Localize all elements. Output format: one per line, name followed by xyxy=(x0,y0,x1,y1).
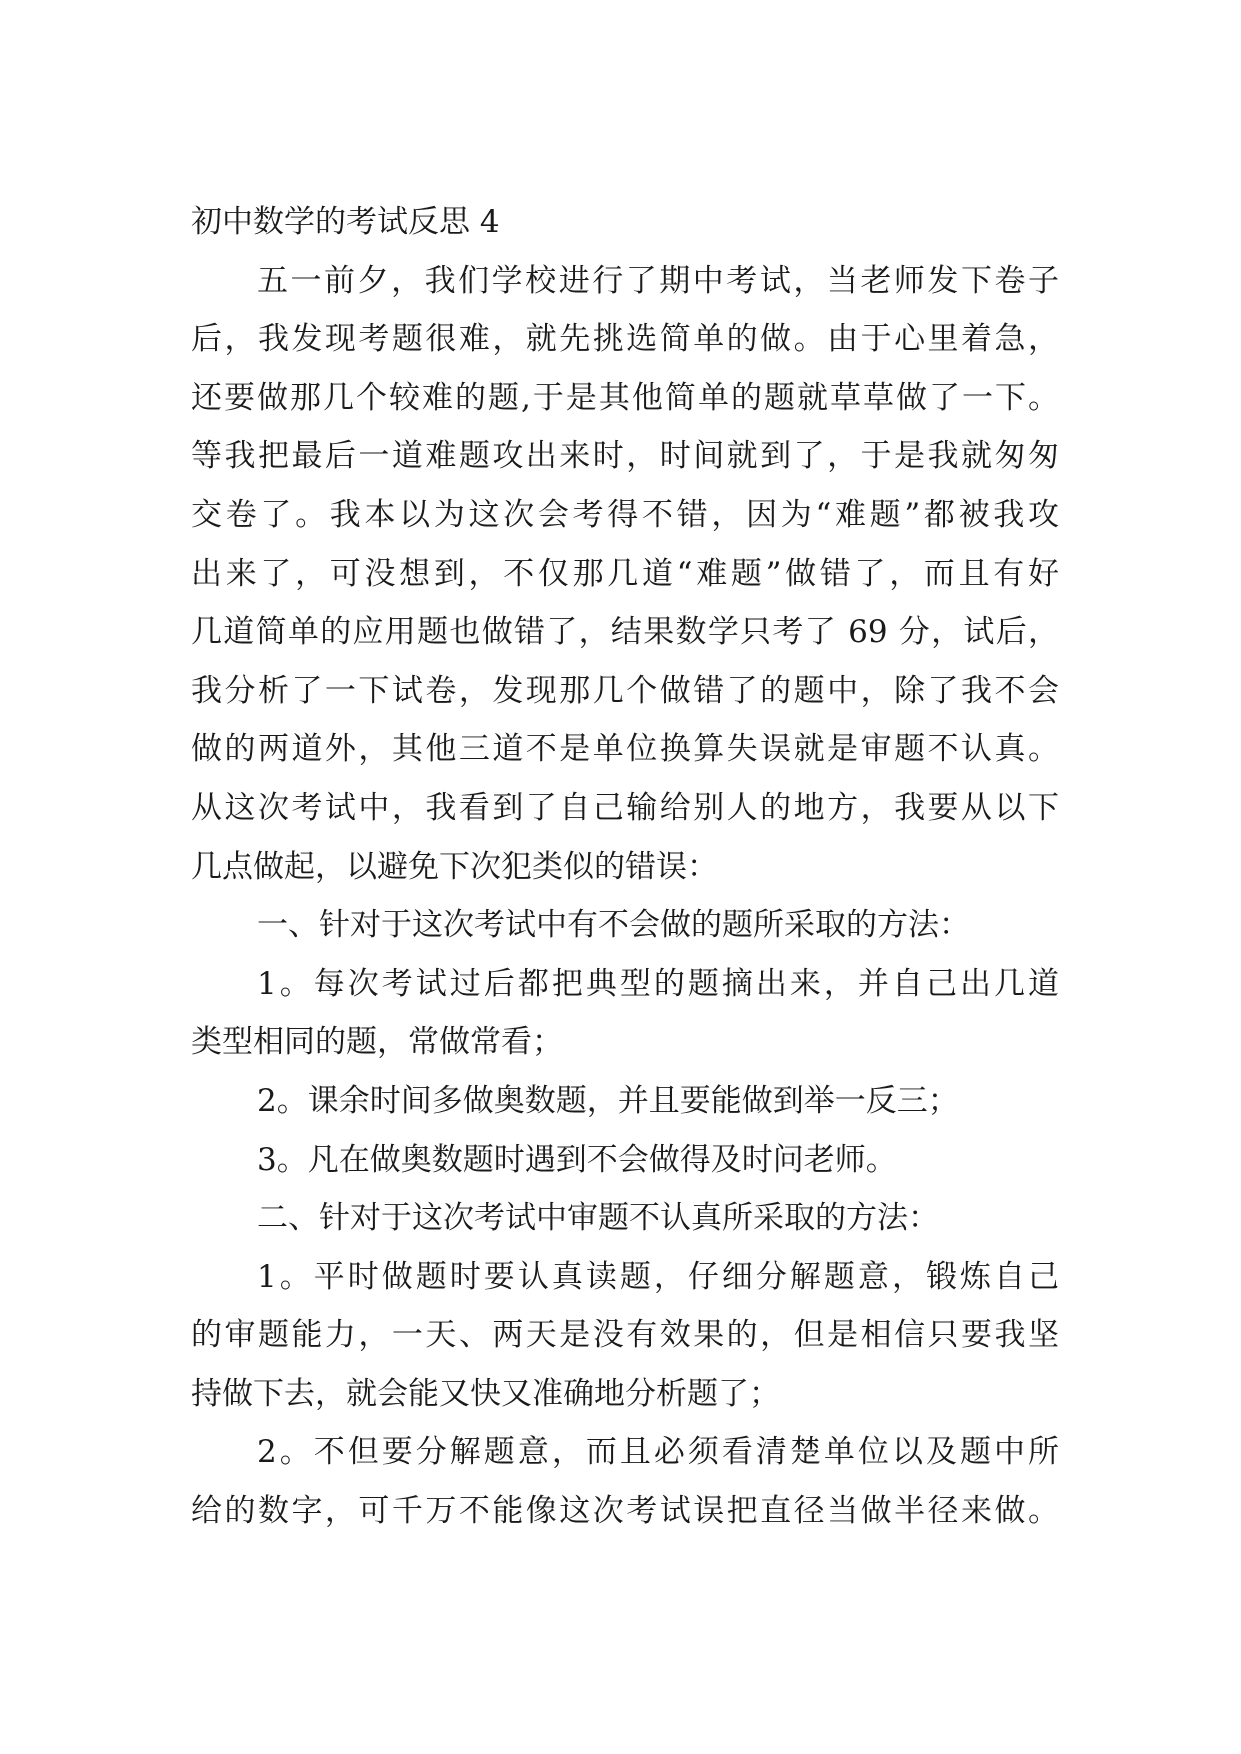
text-line: 持做下去，就会能又快又准确地分析题了； xyxy=(191,1375,780,1412)
text-line: 的审题能力，一天、两天是没有效果的，但是相信只要我坚 xyxy=(191,1317,1059,1354)
text-line: 做的两道外，其他三道不是单位换算失误就是审题不认真。 xyxy=(191,731,1059,768)
text-line: 类型相同的题，常做常看； xyxy=(191,1024,563,1061)
document-title: 初中数学的考试反思 4 xyxy=(191,204,500,240)
text-line: 等我把最后一道难题攻出来时，时间就到了，于是我就匆匆 xyxy=(191,438,1059,475)
document-text xyxy=(191,252,1059,1541)
text-line: 后，我发现考题很难，就先挑选简单的做。由于心里着急， xyxy=(191,321,1059,358)
text-line: 3。凡在做奥数题时遇到不会做得及时问老师。 xyxy=(257,1141,897,1178)
text-line: 2。不但要分解题意，而且必须看清楚单位以及题中所 xyxy=(257,1434,1059,1471)
text-line: 二、针对于这次考试中审题不认真所采取的方法： xyxy=(257,1200,939,1237)
text-line: 给的数字，可千万不能像这次考试误把直径当做半径来做。 xyxy=(191,1493,1059,1530)
text-line: 从这次考试中，我看到了自己输给别人的地方，我要从以下 xyxy=(191,789,1059,826)
text-line: 1。每次考试过后都把典型的题摘出来，并自己出几道 xyxy=(257,965,1059,1002)
text-line: 五一前夕，我们学校进行了期中考试，当老师发下卷子 xyxy=(257,262,1059,299)
text-line: 出来了，可没想到，不仅那几道“难题”做错了，而且有好 xyxy=(191,555,1059,592)
text-line: 2。课余时间多做奥数题，并且要能做到举一反三； xyxy=(257,1082,959,1119)
text-line: 我分析了一下试卷，发现那几个做错了的题中，除了我不会 xyxy=(191,672,1059,709)
document-body xyxy=(191,193,1059,1541)
text-line: 几点做起，以避免下次犯类似的错误： xyxy=(191,848,718,885)
text-line: 几道简单的应用题也做错了，结果数学只考了 69 分，试后， xyxy=(191,614,1059,651)
text-line: 交卷了。我本以为这次会考得不错，因为“难题”都被我攻 xyxy=(191,496,1059,533)
text-line: 还要做那几个较难的题,于是其他简单的题就草草做了一下。 xyxy=(191,379,1059,416)
text-line: 一、针对于这次考试中有不会做的题所采取的方法： xyxy=(257,907,970,944)
text-line: 1。平时做题时要认真读题，仔细分解题意，锻炼自己 xyxy=(257,1258,1059,1295)
